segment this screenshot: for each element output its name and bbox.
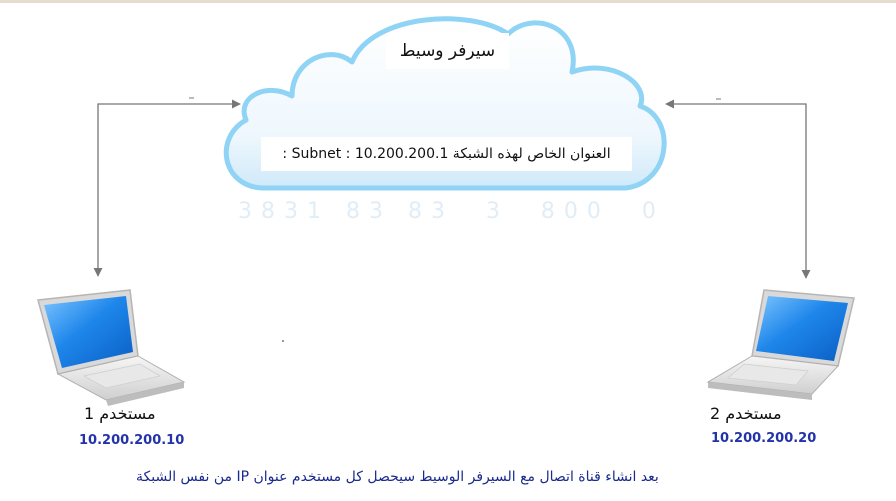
faded-digits: 3831 83 83 3 800 0 (238, 199, 665, 224)
subnet-label: العنوان الخاص لهذه الشبكة Subnet : 10.200.200.1 : (261, 137, 632, 171)
laptop-icon-user-2 (708, 290, 854, 400)
server-title: سيرفر وسيط (386, 33, 509, 69)
laptop-icon-user-1 (38, 290, 184, 406)
user-2-ip: 10.200.200.20 (711, 431, 817, 446)
user-1-name: مستخدم 1 (84, 404, 156, 423)
stray-dot (282, 340, 284, 342)
caption-text: بعد انشاء قناة اتصال مع السيرفر الوسيط سيحصل كل مستخدم عنوان IP من نفس الشبكة (136, 469, 659, 485)
right-connector-arrow (666, 99, 806, 278)
user-2-name: مستخدم 2 (710, 404, 782, 423)
left-connector-arrow (98, 98, 240, 276)
user-1-ip: 10.200.200.10 (79, 433, 185, 448)
